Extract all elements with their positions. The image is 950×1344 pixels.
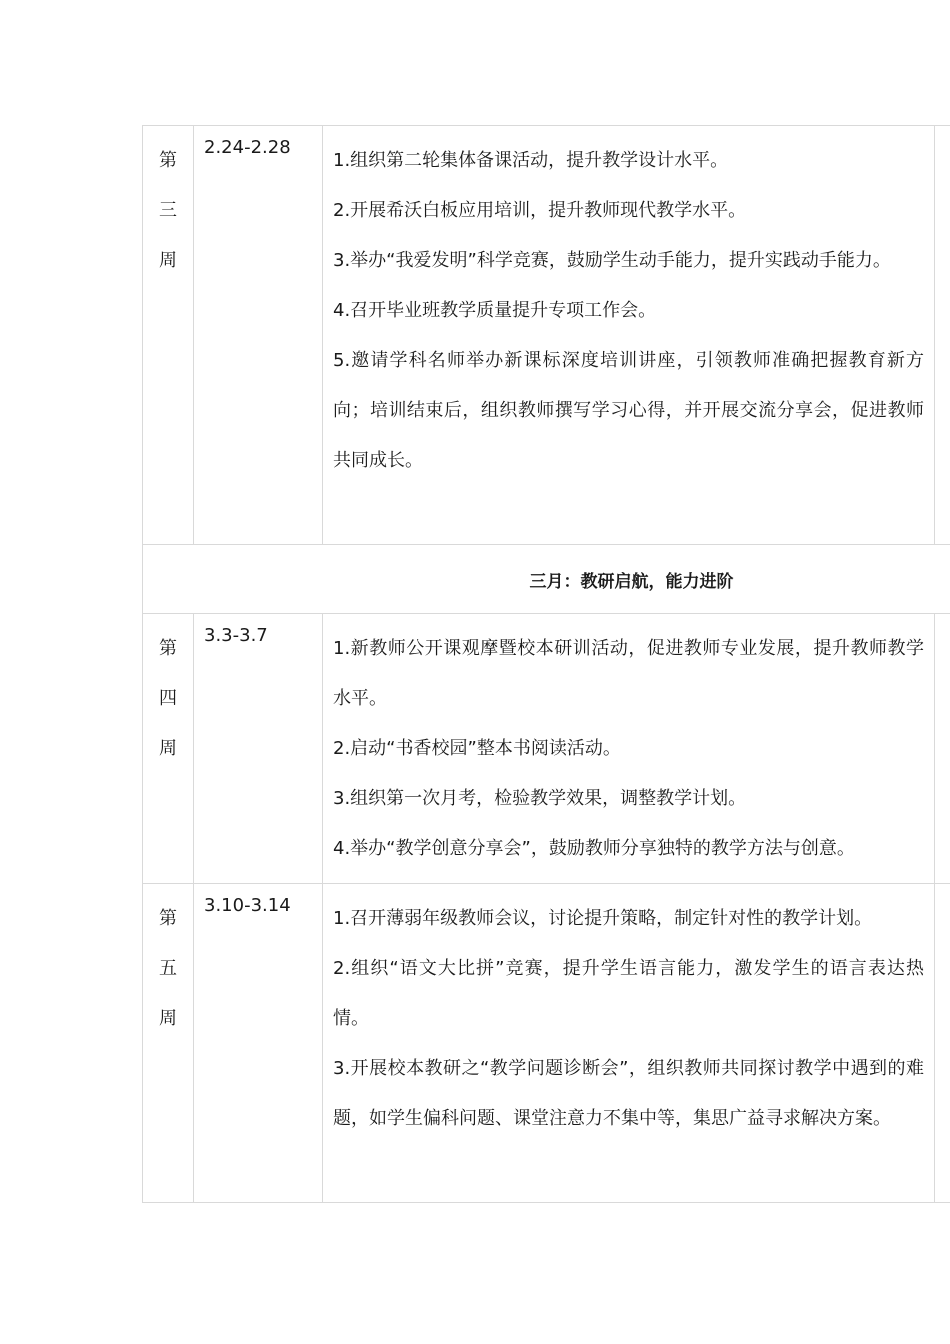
table-row [143,614,950,884]
week-char: 第 [159,638,177,659]
schedule-table [142,125,950,1203]
week-char: 周 [159,250,177,271]
date-cell: 3.10-3.14 [194,884,323,1203]
activity-item: 2.启动“书香校园”整本书阅读活动。 [333,738,621,759]
date-cell: 3.3-3.7 [194,614,323,884]
activity-item: 1.新教师公开课观摩暨校本研训活动，促进教师专业发展，提升教师教学水平。 [333,638,924,709]
activity-item: 3.举办“我爱发明”科学竞赛，鼓励学生动手能力，提升实践动手能力。 [333,250,891,271]
week-cell [143,884,194,1203]
activity-item: 3.组织第一次月考，检验教学效果，调整教学计划。 [333,788,747,809]
week-char: 第 [159,908,177,929]
activity-item: 4.召开毕业班教学质量提升专项工作会。 [333,300,657,321]
month-header: 三月：教研启航，能力进阶 [529,571,734,592]
blank-cell [935,884,950,1203]
date-cell: 2.24-2.28 [194,126,323,545]
activity-item: 2.组织“语文大比拼”竞赛，提升学生语言能力，激发学生的语言表达热情。 [333,958,924,1029]
activity-item: 1.组织第二轮集体备课活动，提升教学设计水平。 [333,150,729,171]
activity-item: 4.举办“教学创意分享会”，鼓励教师分享独特的教学方法与创意。 [333,838,855,859]
table-row [143,126,950,545]
activity-item: 2.开展希沃白板应用培训，提升教师现代教学水平。 [333,200,747,221]
content-cell [323,126,935,545]
content-cell [323,614,935,884]
month-header-cell [143,545,950,614]
week-char: 三 [159,200,177,221]
week-char: 五 [159,958,177,979]
week-char: 第 [159,150,177,171]
activity-item: 5.邀请学科名师举办新课标深度培训讲座，引领教师准确把握教育新方向；培训结束后，组织教师撰写学习心得，并开展交流分享会，促进教师共同成长。 [333,350,924,471]
week-char: 四 [159,688,177,709]
blank-cell [935,614,950,884]
week-char: 周 [159,1008,177,1029]
content-cell [323,884,935,1203]
week-cell [143,614,194,884]
month-header-row [143,545,950,614]
activity-item: 3.开展校本教研之“教学问题诊断会”，组织教师共同探讨教学中遇到的难题，如学生偏科问题、课堂注意力不集中等，集思广益寻求解决方案。 [333,1058,924,1129]
table-row [143,884,950,1203]
activity-item: 1.召开薄弱年级教师会议，讨论提升策略，制定针对性的教学计划。 [333,908,873,929]
week-cell [143,126,194,545]
week-char: 周 [159,738,177,759]
blank-cell [935,126,950,545]
